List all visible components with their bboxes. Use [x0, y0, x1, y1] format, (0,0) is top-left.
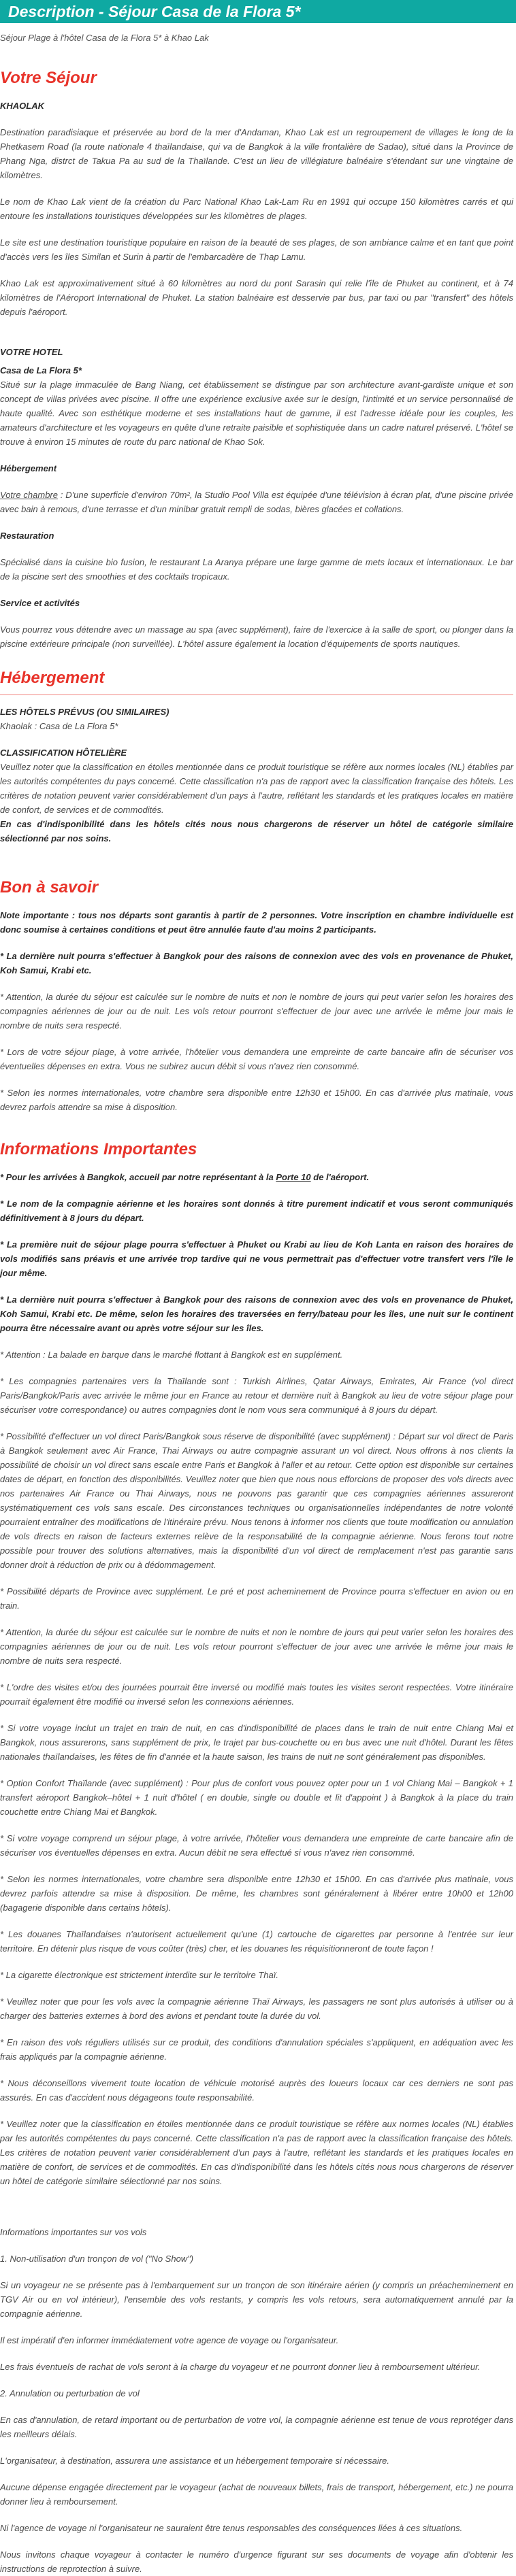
classification-note: En cas d'indisponibilité dans les hôtels cités nous nous chargerons de réserver un hôtel de catégorie similaire sélectionné par nos soins.: [0, 819, 513, 843]
vols-line: Il est impératif d'en informer immédiatement votre agence de voyage ou l'organisateur.: [0, 2335, 339, 2345]
info-line: * Nous déconseillons vivement toute location de véhicule motorisé auprès des loueurs locaux car ces derniers ne sont pas assurés. En cas d'accident nous dégageons toute responsabilité.: [0, 2078, 513, 2103]
section-infos: [0, 1170, 513, 2576]
info-line: * Veuillez noter que pour les vols avec la compagnie aérienne Thaï Airways, les passagers ne sont plus autorisés à utiliser ou à charger des batteries externes à bord des avions et pendant toute la durée du vol.: [0, 1996, 513, 2021]
section-bon-a-savoir: [0, 908, 513, 1114]
info-line: * Possibilité départs de Province avec supplément. Le pré et post acheminement de Province pourra s'effectuer en avion ou en train.: [0, 1586, 513, 1611]
prevus-line: Khaolak : Casa de La Flora 5*: [0, 721, 118, 731]
restauration-text: Spécialisé dans la cuisine bio fusion, le restaurant La Aranya prépare une large gamme de mets locaux et internationaux. Le bar de la piscine sert des smoothies et des cocktails tropicaux.: [0, 557, 513, 582]
info-arrivee: [0, 1170, 513, 1184]
bon-note-important: Note importante : tous nos départs sont garantis à partir de 2 personnes. Votre inscription en chambre individuelle est donc soumise à certaines conditions et peut être annulée faute d'au moins 2 participants.: [0, 910, 513, 935]
porte-10-label: Porte 10: [276, 1172, 311, 1182]
hebergement-text: : D'une superficie d'environ 70m², la Studio Pool Villa est équipée d'une télévision à écran plat, d'une piscine privée avec bain à remous, d'une terrasse et d'un minibar gratuit rempli de sodas, bières glacées et collations.: [0, 490, 513, 514]
section-hebergement: [0, 705, 513, 846]
paragraph: Le nom de Khao Lak vient de la création du Parc National Khao Lak-Lam Ru en 1991 qui occupe 150 kilomètres carrés et qui entoure les installations touristiques développées sur les kilomètres de plages.: [0, 197, 513, 221]
title-banner: [0, 0, 516, 23]
vols-line: Les frais éventuels de rachat de vols seront à la charge du voyageur et ne pourront donner lieu à remboursement ultérieur.: [0, 2362, 481, 2372]
vols-line: En cas d'annulation, de retard important ou de perturbation de votre vol, la compagnie aérienne est tenue de vous reprotéger dans les meilleurs délais.: [0, 2415, 513, 2439]
section-heading-infos: Informations Importantes: [0, 1140, 197, 1158]
info-line: * Option Confort Thaïlande (avec supplément) : Pour plus de confort vous pouvez opter pour un 1 vol Chiang Mai – Bangkok + 1 transfert aéroport Bangkok–hôtel + 1 nuit d'hôtel ( en double, single ou double et lit d'appoint ) à Bangkok à la place du train couchette entre Chiang Mai et Bangkok.: [0, 1778, 513, 1817]
hotel-label: VOTRE HOTEL: [0, 347, 63, 357]
vols-line: Ni l'agence de voyage ni l'organisateur ne sauraient être tenus responsables des conséquences liées à ces situations.: [0, 2523, 463, 2533]
info-line: * En raison des vols réguliers utilisés sur ce produit, des conditions d'annulation spéciales s'appliquent, en adéquation avec les frais appliqués par la compagnie aérienne.: [0, 2037, 513, 2062]
bon-line: * Attention, la durée du séjour est calculée sur le nombre de nuits et non le nombre de jours qui peut varier selon les horaires des compagnies aériennes de jour ou de nuit. Les vols retour pourront s'effectuer de jour avec une arrivée le même jour mais le nombre de nuits sera respecté.: [0, 992, 513, 1031]
paragraph: Khao Lak est approximativement situé à 60 kilomètres au nord du pont Sarasin qui relie l'île de Phuket au continent, et à 74 kilomètres de l'Aéroport International de Phuket. La station balnéaire est desservie par bus, par taxi ou par "transfert" des hôtels depuis l'aéroport.: [0, 278, 513, 317]
services-text: Vous pourrez vous détendre avec un massage au spa (avec supplément), faire de l'exercice à la salle de sport, ou plonger dans la piscine extérieure principale (non surveillée). L'hôtel assure également la location d'équipements de sports nautiques.: [0, 624, 513, 649]
vols-title: Informations importantes sur vos vols: [0, 2227, 147, 2237]
info-line: * Si votre voyage inclut un trajet en train de nuit, en cas d'indisponibilité de places dans le train de nuit entre Chiang Mai et Bangkok, nous assurerons, sans supplément de prix, le trajet par bus-couchette ou en bus avec une nuit d'hôtel. Durant les fêtes nationales thaïlandaises, les fêtes de fin d'année et la haute saison, les trains de nuit ne sont généralement pas disponibles.: [0, 1723, 513, 1762]
info-line: * Attention, la durée du séjour est calculée sur le nombre de nuits et non le nombre de jours qui peut varier selon les horaires des compagnies aériennes de jour ou de nuit. Les vols retour pourront s'effectuer de jour avec une arrivée le même jour mais le nombre de nuits sera respecté.: [0, 1627, 513, 1666]
services-label: Service et activités: [0, 598, 80, 608]
hebergement-paragraph: [0, 488, 513, 516]
vols-line: 1. Non-utilisation d'un tronçon de vol ("No Show"): [0, 2254, 194, 2264]
bon-line: * Lors de votre séjour plage, à votre arrivée, l'hôtelier vous demandera une empreinte de carte bancaire afin de sécuriser vos éventuelles dépenses en extra. Vous ne subirez aucun débit si vous n'avez rien consommé.: [0, 1047, 513, 1071]
bon-note-derniere-nuit: * La dernière nuit pourra s'effectuer à Bangkok pour des raisons de connexion avec des vols en provenance de Phuket, Koh Samui, Krabi etc.: [0, 951, 513, 975]
section-heading-votre-sejour: Votre Séjour: [0, 69, 97, 87]
vols-line: Nous invitons chaque voyageur à contacter le numéro d'urgence figurant sur ses documents de voyage afin d'obtenir les instructions de reprotection à suivre.: [0, 2549, 513, 2574]
page-title: Description - Séjour Casa de la Flora 5*: [8, 3, 301, 20]
info-arrivee-text: * Pour les arrivées à Bangkok, accueil par notre représentant à la: [0, 1172, 276, 1182]
vols-line: L'organisateur, à destination, assurera une assistance et un hébergement temporaire si nécessaire.: [0, 2456, 389, 2466]
subheading-khaolak: KHAOLAK: [0, 101, 44, 111]
info-line: * L'ordre des visites et/ou des journées pourrait être inversé ou modifié mais toutes les visites seront respectées. Votre itinéraire pourrait également être modifié ou inversé selon les connexions aériennes.: [0, 1682, 513, 1707]
hotel-description: Situé sur la plage immaculée de Bang Niang, cet établissement se distingue par son architecture avant-gardiste unique et son concept de villas privées avec piscine. Il offre une expérience exclusive axée sur le design, l'intimité et un service personnalisé de haute qualité. Avec son esthétique moderne et ses installations haut de gamme, il est l'adresse idéale pour les couples, les amateurs d'architecture et les voyageurs en quête d'une retraite paisible et sophistiquée dans un cadre naturel préservé. L'hôtel se trouve à environ 15 minutes de route du parc national de Khao Sok.: [0, 380, 513, 447]
bon-line: * Selon les normes internationales, votre chambre sera disponible entre 12h30 et 15h00. En cas d'arrivée plus matinale, vous devrez parfois attendre sa mise à disposition.: [0, 1088, 513, 1112]
info-line: * Les douanes Thaïlandaises n'autorisent actuellement qu'une (1) cartouche de cigarettes par personne à l'entrée sur leur territoire. En détenir plus risque de vous coûter (très) cher, et les douanes les réquisitionneront de toute façon !: [0, 1929, 513, 1954]
info-line: * Les compagnies partenaires vers la Thaïlande sont : Turkish Airlines, Qatar Airways, Emirates, Air France (vol direct Paris/Bangkok/Paris avec arrivée le même jour en France au retour et dernière nuit à Bangkok au lieu de votre séjour plage pour sécuriser votre correspondance) ou autres compagnies dont le nom vous sera communiqué à 8 jours du départ.: [0, 1376, 513, 1415]
info-line: * Selon les normes internationales, votre chambre sera disponible entre 12h30 et 15h00. En cas d'arrivée plus matinale, vous devrez parfois attendre sa mise à disposition. De même, les chambres sont généralement à libérer entre 10h00 et 12h00 (bagagerie disponible dans certains hôtels).: [0, 1874, 513, 1913]
vols-line: Si un voyageur ne se présente pas à l'embarquement sur un tronçon de son itinéraire aérien (y compris un préacheminement en TGV Air ou en vol intérieur), l'ensemble des vols restants, y compris les vols retours, sera automatiquement annulé par la compagnie aérienne.: [0, 2280, 513, 2319]
paragraph: Le site est une destination touristique populaire en raison de la beauté de ses plages, de son ambiance calme et en tant que point d'accès vers les îles Similan et Surin à partir de l'embarcadère de Thap Lamu.: [0, 237, 513, 262]
info-arrivee-text-end: de l'aéroport.: [310, 1172, 370, 1182]
info-line: * Si votre voyage comprend un séjour plage, à votre arrivée, l'hôtelier vous demandera une empreinte de carte bancaire afin de sécuriser vos éventuelles dépenses en extra. Aucun débit ne sera effectué si vous n'avez rien consommé.: [0, 1833, 513, 1858]
vols-line: 2. Annulation ou perturbation de vol: [0, 2388, 140, 2398]
section-heading-bon-a-savoir: Bon à savoir: [0, 878, 99, 897]
info-bold: * La première nuit de séjour plage pourra s'effectuer à Phuket ou Krabi au lieu de Koh Lanta en raison des horaires de vols modifiés sans préavis et une arrivée trop tardive qui ne vous permettrait pas d'effectuer votre transfert vers l'île le jour même.: [0, 1239, 513, 1278]
prevus-label: LES HÔTELS PRÉVUS (OU SIMILAIRES): [0, 707, 170, 717]
hebergement-label: Hébergement: [0, 463, 57, 473]
info-line: * Possibilité d'effectuer un vol direct Paris/Bangkok sous réserve de disponibilité (avec supplément) : Départ sur vol direct de Paris à Bangkok seulement avec Air France, Thai Airways ou autre compagnie assurant un vol direct. Nous offrons à nos clients la possibilité de choisir un vol direct sans escale entre Paris et Bangkok à l'aller et au retour. Cette option est disponible sur certaines dates de départ, en fonction des disponibilités. Veuillez noter que bien que nous nous efforcions de proposer des vols directs avec nos partenaires Air France ou Thai Airways, nous ne pouvons pas garantir que ces compagnies aériennes assureront systématiquement ces vols sans escale. Des circonstances techniques ou organisationnelles indépendantes de notre volonté pourraient entraîner des modifications de l'itinéraire prévu. Nous tenons à informer nos clients que toute modification ou annulation de vols directs en raison de facteurs externes relève de la responsabilité de la compagnie aérienne. Nous ferons tout notre possible pour trouver des solutions alternatives, mais la disponibilité d'un vol direct de remplacement n'est pas garantie sans donner droit à réduction de prix ou à dédommagement.: [0, 1431, 513, 1570]
info-line: * Veuillez noter que la classification en étoiles mentionnée dans ce produit touristique se réfère aux normes locales (NL) établies par les autorités compétentes du pays concerné. Cette classification n'a pas de rapport avec la classification française des hôtels. Les critères de notation peuvent varier considérablement d'un pays à l'autre, reflétant les standards et les pratiques locales en matière de confort, de services et de commodités. En cas d'indisponibilité dans les hôtels cités nous nous chargerons de réserver un hôtel de catégorie similaire sélectionné par nos soins.: [0, 2119, 513, 2186]
info-line: * La cigarette électronique est strictement interdite sur le territoire Thaï.: [0, 1970, 278, 1980]
section-heading-hebergement: Hébergement: [0, 669, 105, 687]
chambre-label: Votre chambre: [0, 490, 58, 500]
paragraph: Destination paradisiaque et préservée au bord de la mer d'Andaman, Khao Lak est un regroupement de villages le long de la Phetkasem Road (la route nationale 4 thaïlandaise, qui va de Bangkok à la ville frontalière de Sadao), situé dans la Province de Phang Nga, distrct de Takua Pa au sud de la Thaïlande. C'est un lieu de villégiature balnéaire s'étendant sur une vingtaine de kilomètres.: [0, 127, 513, 180]
restauration-label: Restauration: [0, 531, 54, 541]
info-bold: * Le nom de la compagnie aérienne et les horaires sont donnés à titre purement indicatif et vous seront communiqués définitivement à 8 jours du départ.: [0, 1199, 513, 1223]
classification-text: Veuillez noter que la classification en étoiles mentionnée dans ce produit touristique se réfère aux normes locales (NL) établies par les autorités compétentes du pays concerné. Cette classification n'a pas de rapport avec la classification française des hôtels. Les critères de notation peuvent varier considérablement d'un pays à l'autre, reflétant les standards et les pratiques locales en matière de confort, de services et de commodités.: [0, 762, 513, 815]
page-subtitle: Séjour Plage à l'hôtel Casa de la Flora 5* à Khao Lak: [0, 33, 209, 43]
section-votre-sejour: [0, 99, 513, 651]
info-line: * Attention : La balade en barque dans le marché flottant à Bangkok est en supplément.: [0, 1350, 343, 1360]
info-bold: * La dernière nuit pourra s'effectuer à Bangkok pour des raisons de connexion avec des vols en provenance de Phuket, Koh Samui, Krabi etc. De même, selon les horaires des traversées en ferry/bateau pour les îles, une nuit sur le continent pourra être nécessaire avant ou après votre séjour sur les îles.: [0, 1294, 513, 1333]
vols-line: Aucune dépense engagée directement par le voyageur (achat de nouveaux billets, frais de transport, hébergement, etc.) ne pourra donner lieu à remboursement.: [0, 2482, 513, 2507]
document-body: [0, 33, 516, 2576]
hotel-name: Casa de La Flora 5*: [0, 365, 82, 375]
classification-label: CLASSIFICATION HÔTELIÈRE: [0, 748, 127, 758]
